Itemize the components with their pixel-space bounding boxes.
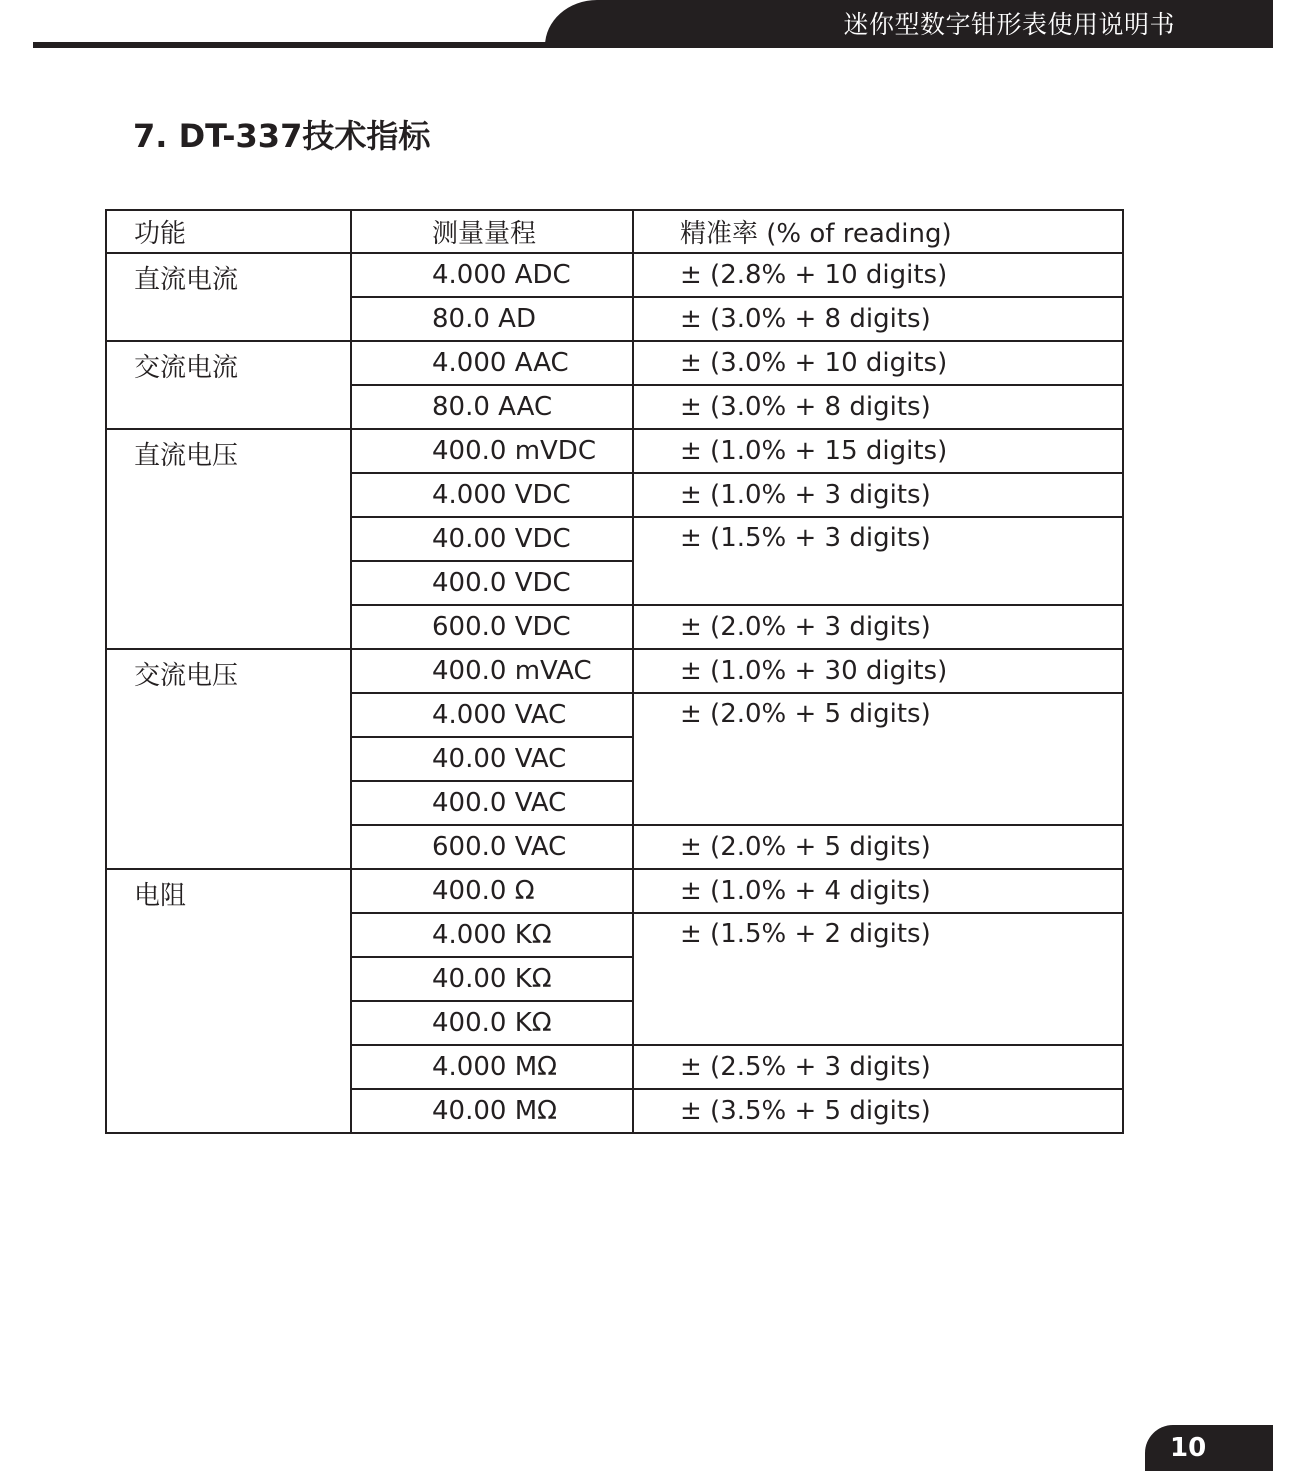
table-row <box>106 869 1123 913</box>
range-cell: 40.00 VAC <box>351 737 633 781</box>
accuracy-cell: ± (1.0% + 15 digits) <box>633 429 1123 473</box>
header-range: 测量量程 <box>351 210 633 253</box>
accuracy-cell: ± (2.0% + 5 digits) <box>633 693 1123 825</box>
range-cell: 400.0 VDC <box>351 561 633 605</box>
table-row <box>106 429 1123 473</box>
range-cell: 4.000 ADC <box>351 253 633 297</box>
accuracy-cell: ± (1.0% + 30 digits) <box>633 649 1123 693</box>
table-row <box>106 649 1123 693</box>
accuracy-cell: ± (3.0% + 8 digits) <box>633 297 1123 341</box>
header-function: 功能 <box>106 210 351 253</box>
accuracy-cell: ± (3.5% + 5 digits) <box>633 1089 1123 1133</box>
table-row <box>106 253 1123 297</box>
section-title: 7. DT-337技术指标 <box>133 117 431 155</box>
accuracy-cell: ± (2.5% + 3 digits) <box>633 1045 1123 1089</box>
header-tab <box>545 0 1273 46</box>
accuracy-cell: ± (3.0% + 8 digits) <box>633 385 1123 429</box>
function-cell: 交流电压 <box>106 649 351 869</box>
range-cell: 400.0 Ω <box>351 869 633 913</box>
spec-table <box>105 209 1124 1134</box>
range-cell: 4.000 VDC <box>351 473 633 517</box>
range-cell: 400.0 mVAC <box>351 649 633 693</box>
accuracy-cell: ± (1.0% + 3 digits) <box>633 473 1123 517</box>
range-cell: 4.000 KΩ <box>351 913 633 957</box>
range-cell: 40.00 KΩ <box>351 957 633 1001</box>
table-header-row <box>106 210 1123 253</box>
range-cell: 4.000 AAC <box>351 341 633 385</box>
accuracy-cell: ± (3.0% + 10 digits) <box>633 341 1123 385</box>
range-cell: 400.0 mVDC <box>351 429 633 473</box>
range-cell: 400.0 VAC <box>351 781 633 825</box>
header-accuracy: 精准率 (% of reading) <box>633 210 1123 253</box>
range-cell: 600.0 VDC <box>351 605 633 649</box>
table-row <box>106 341 1123 385</box>
accuracy-cell: ± (1.5% + 3 digits) <box>633 517 1123 605</box>
range-cell: 40.00 MΩ <box>351 1089 633 1133</box>
range-cell: 4.000 MΩ <box>351 1045 633 1089</box>
range-cell: 40.00 VDC <box>351 517 633 561</box>
range-cell: 600.0 VAC <box>351 825 633 869</box>
range-cell: 80.0 AD <box>351 297 633 341</box>
manual-title: 迷你型数字钳形表使用说明书 <box>843 10 1175 39</box>
page-number-tab <box>1145 1425 1273 1471</box>
range-cell: 80.0 AAC <box>351 385 633 429</box>
range-cell: 400.0 KΩ <box>351 1001 633 1045</box>
function-cell: 电阻 <box>106 869 351 1133</box>
page-number: 10 <box>1170 1433 1207 1463</box>
accuracy-cell: ± (2.0% + 3 digits) <box>633 605 1123 649</box>
accuracy-cell: ± (2.0% + 5 digits) <box>633 825 1123 869</box>
function-cell: 交流电流 <box>106 341 351 429</box>
accuracy-cell: ± (2.8% + 10 digits) <box>633 253 1123 297</box>
accuracy-cell: ± (1.5% + 2 digits) <box>633 913 1123 1045</box>
accuracy-cell: ± (1.0% + 4 digits) <box>633 869 1123 913</box>
range-cell: 4.000 VAC <box>351 693 633 737</box>
function-cell: 直流电压 <box>106 429 351 649</box>
function-cell: 直流电流 <box>106 253 351 341</box>
